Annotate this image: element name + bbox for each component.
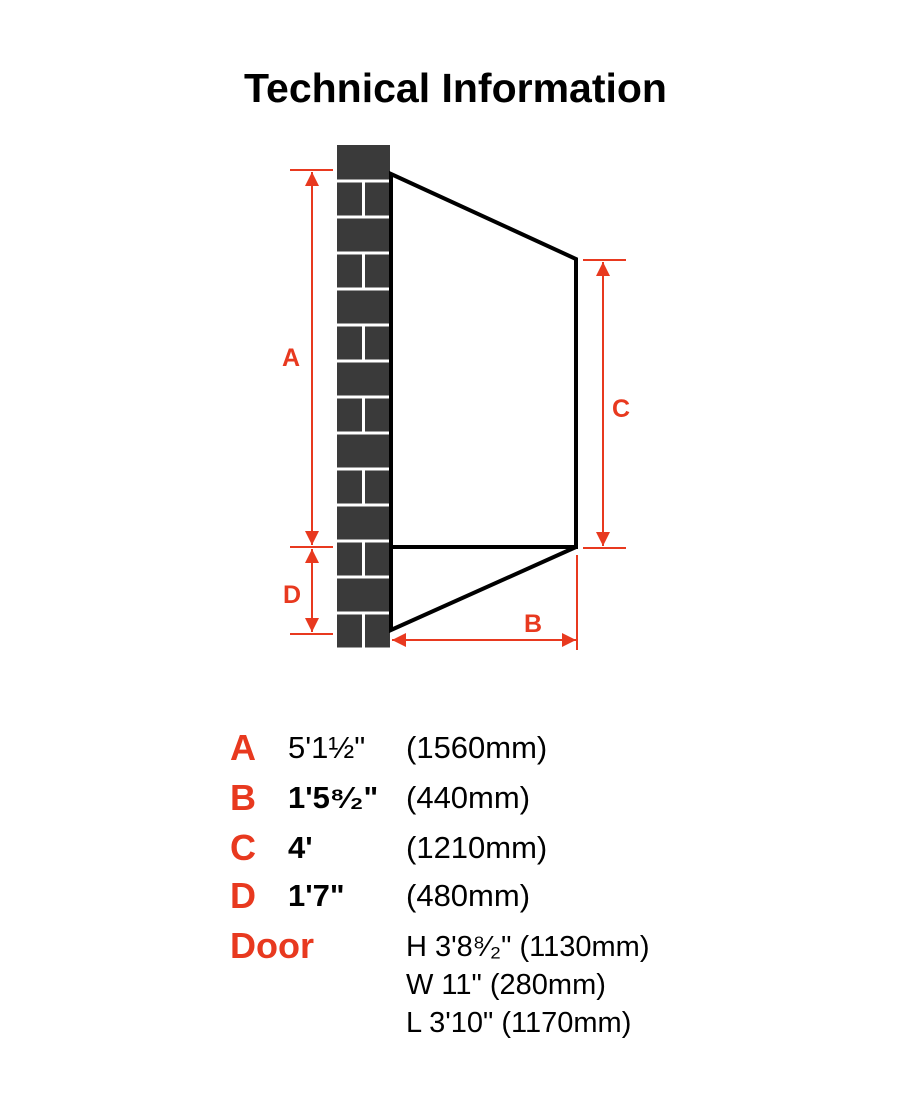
dimension-label-c: C <box>611 395 631 423</box>
spec-imperial: 1'5⁸⁄₂" <box>288 780 379 815</box>
spec-letter: A <box>230 727 256 768</box>
spec-letter: C <box>230 827 256 868</box>
door-width: W 11" (280mm) <box>406 969 606 1001</box>
spec-letter: D <box>230 875 256 916</box>
dimension-label-d: D <box>282 581 302 609</box>
brick-wall <box>337 145 390 650</box>
spec-metric: (1560mm) <box>406 730 548 765</box>
spec-imperial: 5'1½" <box>288 730 366 765</box>
door-height: H 3'8⁸⁄₂" (1130mm) <box>406 931 650 963</box>
spec-imperial: 1'7" <box>288 878 345 913</box>
dimension-label-b: B <box>523 610 543 638</box>
spec-metric: (440mm) <box>406 780 531 815</box>
spec-letter: B <box>230 777 256 818</box>
canopy-upper-section <box>391 174 576 547</box>
page-title: Technical Information <box>244 65 667 111</box>
spec-metric: (480mm) <box>406 878 531 913</box>
door-label: Door <box>230 925 314 966</box>
dimension-label-a: A <box>281 344 301 372</box>
spec-metric: (1210mm) <box>406 830 548 865</box>
canopy-outline <box>391 174 576 630</box>
spec-imperial: 4' <box>288 830 313 865</box>
canopy-lower-bracket <box>391 547 576 630</box>
door-length: L 3'10" (1170mm) <box>406 1007 632 1039</box>
